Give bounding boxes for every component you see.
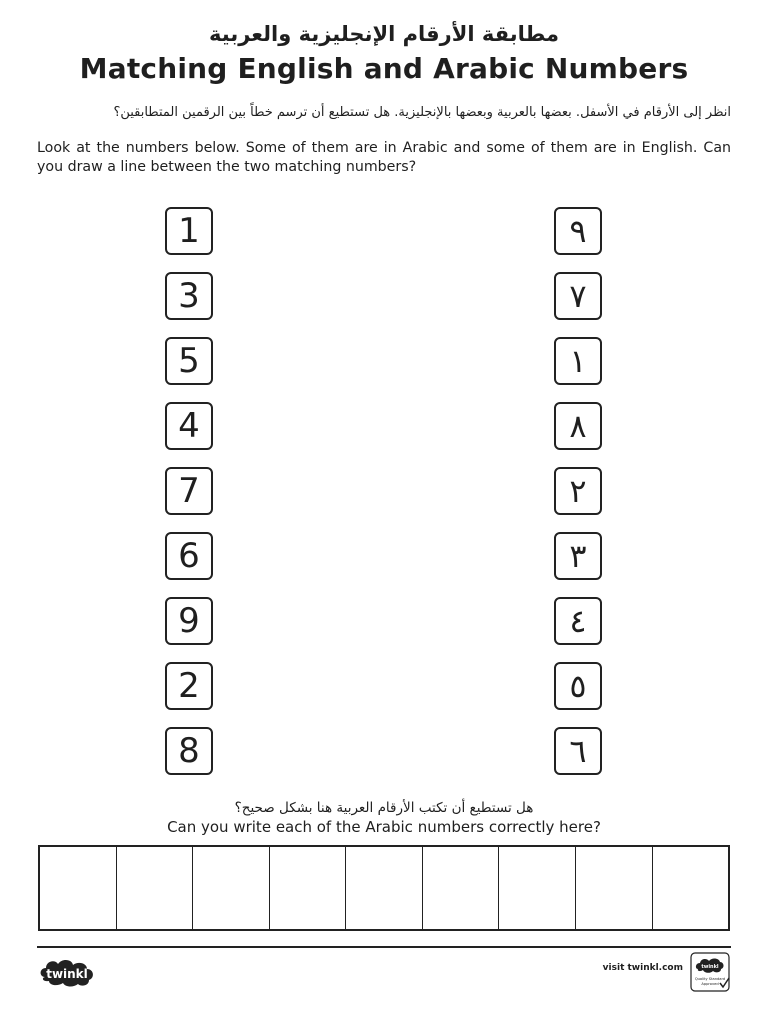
arabic-numbers-column bbox=[554, 207, 602, 775]
twinkl-logo-text: twinkl bbox=[46, 967, 88, 981]
arabic-number-box[interactable]: ٥ bbox=[554, 662, 602, 710]
answer-cell[interactable] bbox=[345, 847, 422, 929]
english-number-box[interactable]: 7 bbox=[165, 467, 213, 515]
instructions-english: Look at the numbers below. Some of them are in Arabic and some of them are in English. Can you draw a line between the two matching numbers? bbox=[37, 140, 731, 175]
writing-prompt-arabic: هل تستطيع أن تكتب الأرقام العربية هنا بشكل صحيح؟ bbox=[234, 800, 534, 816]
arabic-number-box[interactable]: ٦ bbox=[554, 727, 602, 775]
english-number-box[interactable]: 2 bbox=[165, 662, 213, 710]
answer-cell[interactable] bbox=[192, 847, 269, 929]
badge-line2-text: Approved bbox=[701, 982, 719, 986]
english-number-box[interactable]: 4 bbox=[165, 402, 213, 450]
english-number-box[interactable]: 5 bbox=[165, 337, 213, 385]
visit-link-text[interactable]: visit twinkl.com bbox=[602, 963, 683, 973]
quality-badge-icon bbox=[690, 952, 730, 992]
page-title-english: Matching English and Arabic Numbers bbox=[79, 52, 689, 85]
answer-grid bbox=[38, 845, 730, 931]
arabic-number-box[interactable]: ٩ bbox=[554, 207, 602, 255]
arabic-number-box[interactable]: ٧ bbox=[554, 272, 602, 320]
answer-cell[interactable] bbox=[498, 847, 575, 929]
english-number-box[interactable]: 3 bbox=[165, 272, 213, 320]
answer-cell[interactable] bbox=[652, 847, 729, 929]
answer-cell[interactable] bbox=[269, 847, 346, 929]
page-title-arabic: مطابقة الأرقام الإنجليزية والعربية bbox=[209, 22, 559, 46]
arabic-number-box[interactable]: ٨ bbox=[554, 402, 602, 450]
writing-prompt-english: Can you write each of the Arabic numbers correctly here? bbox=[167, 818, 601, 836]
answer-cell[interactable] bbox=[575, 847, 652, 929]
english-number-box[interactable]: 8 bbox=[165, 727, 213, 775]
arabic-number-box[interactable]: ٤ bbox=[554, 597, 602, 645]
arabic-number-box[interactable]: ٣ bbox=[554, 532, 602, 580]
english-number-box[interactable]: 9 bbox=[165, 597, 213, 645]
badge-brand-text: twinkl bbox=[701, 964, 719, 970]
english-number-box[interactable]: 6 bbox=[165, 532, 213, 580]
answer-cell[interactable] bbox=[422, 847, 499, 929]
twinkl-logo-icon bbox=[37, 955, 97, 989]
answer-cell[interactable] bbox=[40, 847, 116, 929]
arabic-number-box[interactable]: ٢ bbox=[554, 467, 602, 515]
english-number-box[interactable]: 1 bbox=[165, 207, 213, 255]
answer-cell[interactable] bbox=[116, 847, 193, 929]
english-numbers-column bbox=[165, 207, 213, 775]
footer-divider bbox=[37, 946, 731, 948]
arabic-number-box[interactable]: ١ bbox=[554, 337, 602, 385]
badge-line1-text: Quality Standard bbox=[694, 977, 726, 981]
instructions-arabic: انظر إلى الأرقام في الأسفل. بعضها بالعربية وبعضها بالإنجليزية. هل تستطيع أن ترسم خطاً بين الرقمين المتطابقين؟ bbox=[113, 105, 731, 120]
